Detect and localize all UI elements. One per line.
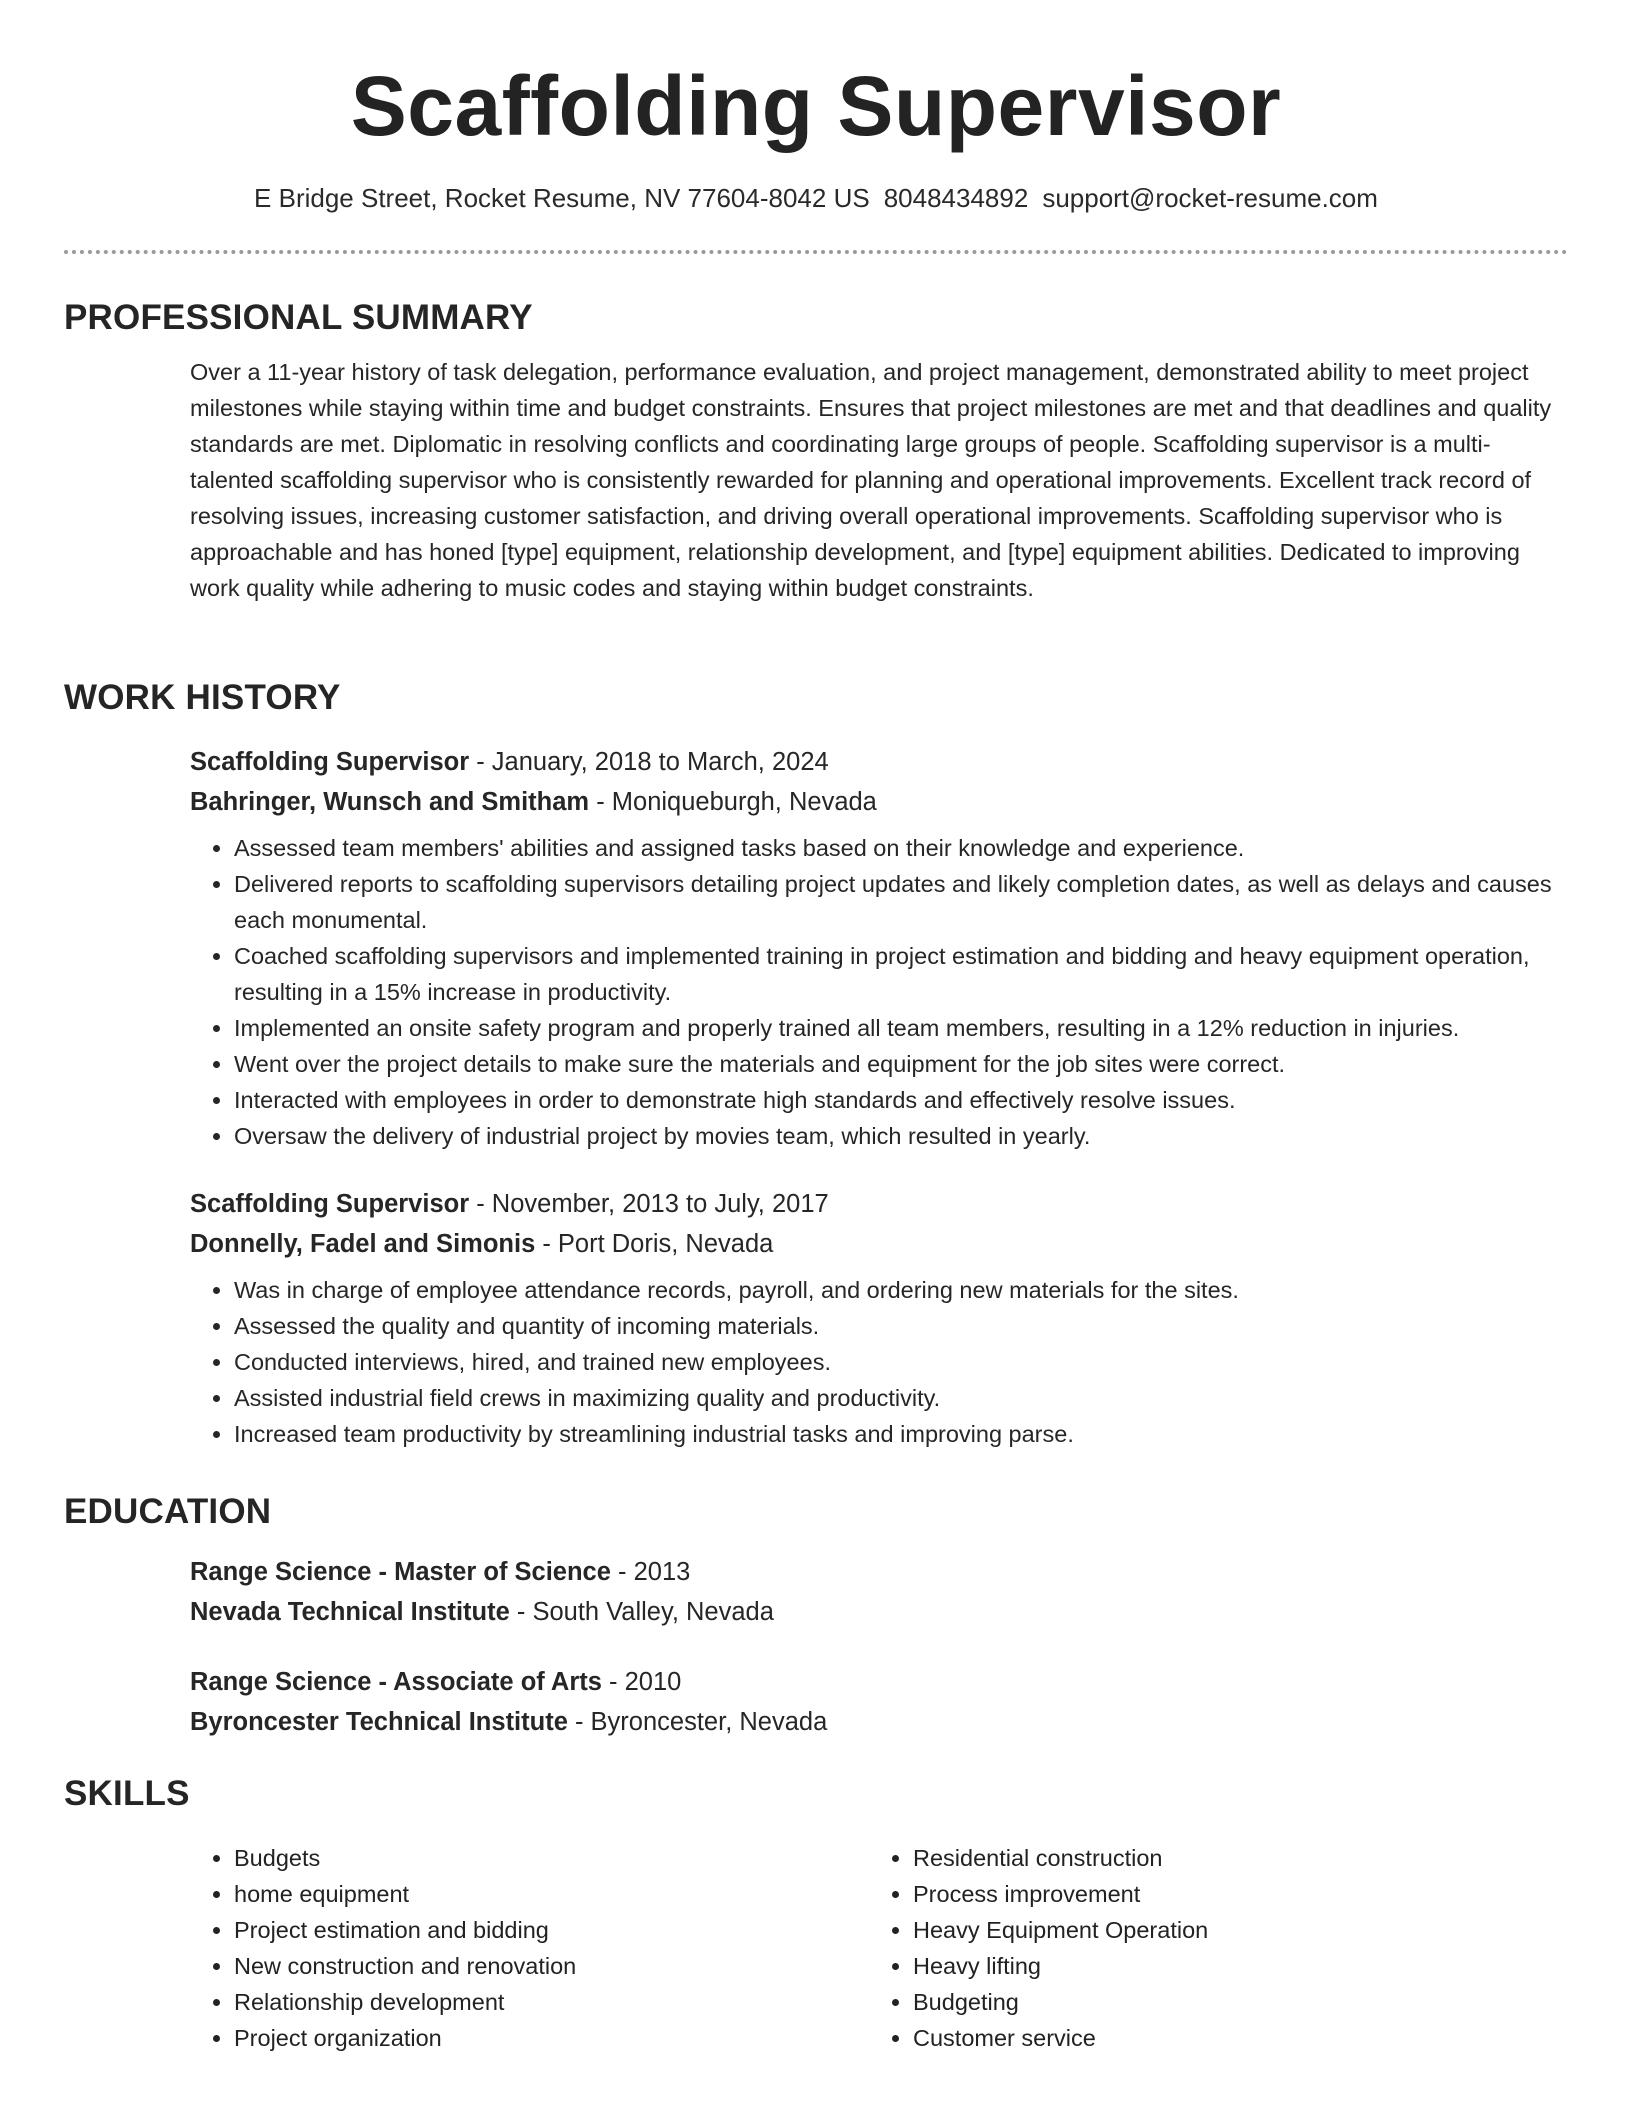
education-title: EDUCATION	[64, 1492, 272, 1531]
job-role: Scaffolding Supervisor	[190, 748, 470, 776]
education-location: - Byroncester, Nevada	[567, 1708, 828, 1736]
job-role: Scaffolding Supervisor	[190, 1190, 470, 1218]
list-item: • Project organization	[234, 2020, 869, 2056]
list-item: • Project estimation and bidding	[234, 1912, 869, 1948]
header-divider	[64, 250, 1568, 254]
skills-section	[64, 1772, 1568, 2056]
education-school: Byroncester Technical Institute	[190, 1708, 568, 1736]
education-school: Nevada Technical Institute	[190, 1598, 510, 1626]
education-entry	[190, 1552, 1568, 1632]
job-location: - Port Doris, Nevada	[535, 1230, 774, 1258]
list-item: • Relationship development	[234, 1984, 869, 2020]
job-company: Bahringer, Wunsch and Smitham	[190, 788, 590, 816]
contact-phone: 8048434892	[883, 183, 1029, 213]
skills-right-list	[869, 1840, 1548, 2056]
work-title: WORK HISTORY	[64, 678, 341, 717]
job-dates: - November, 2013 to July, 2017	[469, 1190, 829, 1218]
job-dates: - January, 2018 to March, 2024	[469, 748, 829, 776]
list-item: • Conducted interviews, hired, and trained new employees.	[234, 1344, 1568, 1380]
job-heading	[190, 742, 1568, 782]
education-entry	[190, 1662, 1568, 1742]
job-entry	[190, 742, 1568, 1154]
list-item: • Assessed the quality and quantity of incoming materials.	[234, 1308, 1568, 1344]
resume-name: Scaffolding Supervisor	[350, 59, 1282, 153]
education-year: - 2010	[601, 1668, 682, 1696]
education-degree: Range Science - Associate of Arts	[190, 1668, 602, 1696]
education-school-line	[190, 1592, 1568, 1632]
job-bullets	[190, 1272, 1568, 1452]
list-item: • Heavy Equipment Operation	[913, 1912, 1548, 1948]
list-item: • Residential construction	[913, 1840, 1548, 1876]
list-item: • Process improvement	[913, 1876, 1548, 1912]
summary-title: PROFESSIONAL SUMMARY	[64, 298, 533, 337]
education-degree-line	[190, 1662, 1568, 1702]
education-school-line	[190, 1702, 1568, 1742]
job-heading	[190, 1184, 1568, 1224]
summary-section	[64, 296, 1568, 606]
list-item: • Increased team productivity by streamlining industrial tasks and improving parse.	[234, 1416, 1568, 1452]
job-bullets	[190, 830, 1568, 1154]
list-item: • Went over the project details to make sure the materials and equipment for the job sites were correct.	[234, 1046, 1568, 1082]
education-degree: Range Science - Master of Science	[190, 1558, 611, 1586]
skills-left-list	[190, 1840, 869, 2056]
list-item: • Interacted with employees in order to demonstrate high standards and effectively resolve issues.	[234, 1082, 1568, 1118]
job-company: Donnelly, Fadel and Simonis	[190, 1230, 536, 1258]
list-item: • Budgeting	[913, 1984, 1548, 2020]
list-item: • Assessed team members' abilities and assigned tasks based on their knowledge and experience.	[234, 830, 1568, 866]
list-item: • Oversaw the delivery of industrial project by movies team, which resulted in yearly.	[234, 1118, 1568, 1154]
education-section	[64, 1490, 1568, 1742]
contact-address: E Bridge Street, Rocket Resume, NV 77604-8042 US	[254, 183, 870, 213]
job-company-line	[190, 1224, 1568, 1264]
contact-email[interactable]: support@rocket-resume.com	[1042, 183, 1378, 213]
list-item: • Was in charge of employee attendance records, payroll, and ordering new materials for the sites.	[234, 1272, 1568, 1308]
skills-columns	[190, 1840, 1568, 2056]
list-item: • New construction and renovation	[234, 1948, 869, 1984]
job-company-line	[190, 782, 1568, 822]
list-item: • Assisted industrial field crews in maximizing quality and productivity.	[234, 1380, 1568, 1416]
list-item: • Implemented an onsite safety program and properly trained all team members, resulting in a 12% reduction in injuries.	[234, 1010, 1568, 1046]
education-degree-line	[190, 1552, 1568, 1592]
job-entry	[190, 1184, 1568, 1452]
list-item: • Customer service	[913, 2020, 1548, 2056]
list-item: • Budgets	[234, 1840, 869, 1876]
skills-title: SKILLS	[64, 1774, 190, 1813]
list-item: • home equipment	[234, 1876, 869, 1912]
work-section	[64, 676, 1568, 1452]
education-location: - South Valley, Nevada	[509, 1598, 774, 1626]
list-item: • Coached scaffolding supervisors and implemented training in project estimation and bidding and heavy equipment operation, resulting in a 15% increase in productivity.	[234, 938, 1568, 1010]
summary-text: Over a 11-year history of task delegation, performance evaluation, and project management, demonstrated ability to meet project milestones while staying within time and budget constraints. Ensures that project milestones are met and that deadlines and quality standards are met. Diplomatic in resolving conflicts and coordinating large groups of people. Scaffolding supervisor is a multi-talented scaffolding supervisor who is consistently rewarded for planning and operational improvements. Excellent track record of resolving issues, increasing customer satisfaction, and driving overall operational improvements. Scaffolding supervisor who is approachable and has honed [type] equipment, relationship development, and [type] equipment abilities. Dedicated to improving work quality while adhering to music codes and staying within budget constraints.	[190, 359, 1552, 601]
job-location: - Moniqueburgh, Nevada	[589, 788, 877, 816]
list-item: • Delivered reports to scaffolding supervisors detailing project updates and likely completion dates, as well as delays and causes each monumental.	[234, 866, 1568, 938]
education-year: - 2013	[610, 1558, 691, 1586]
list-item: • Heavy lifting	[913, 1948, 1548, 1984]
contact-line	[0, 180, 1632, 216]
